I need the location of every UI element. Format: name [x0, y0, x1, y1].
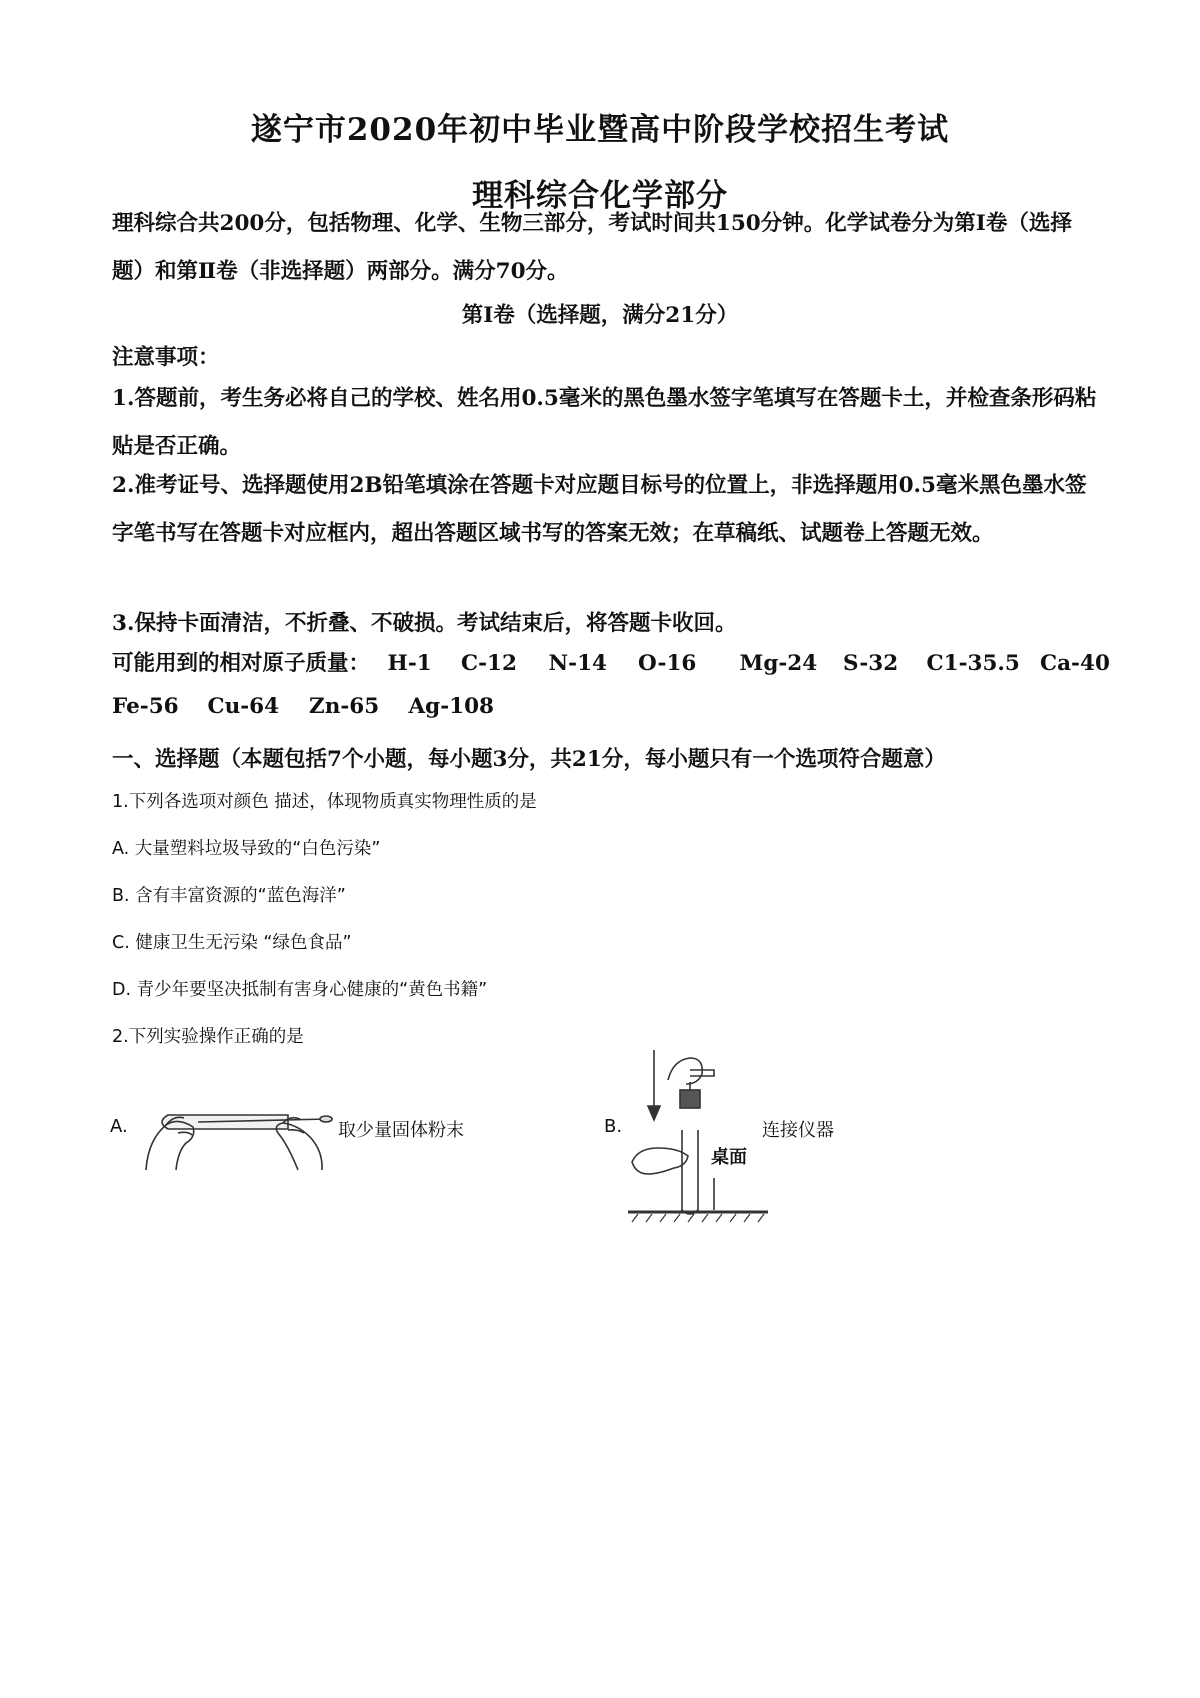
- question-2-stem: 2.下列实验操作正确的是: [112, 1027, 304, 1047]
- atomic-mass-item: C-12: [461, 651, 517, 676]
- atomic-mass-item: H-1: [387, 651, 432, 676]
- atomic-mass-item: C1-35.5: [926, 651, 1020, 676]
- atomic-mass-row-1: [112, 646, 1110, 677]
- question-1-option-a: A. 大量塑料垃圾导致的“白色污染”: [112, 839, 381, 859]
- atomic-mass-item: N-14: [548, 651, 608, 676]
- note-item-1: 1.答题前，考生务必将自己的学校、姓名用0.5毫米的黑色墨水签字笔填写在答题卡土，并检查条形码粘贴是否正确。: [112, 386, 1097, 459]
- question-1-stem: 1.下列各选项对颜色 描述，体现物质真实物理性质的是: [112, 792, 537, 812]
- atomic-mass-item: S-32: [843, 651, 899, 676]
- atomic-mass-row-2: [112, 694, 494, 719]
- section-heading: 第I卷（选择题，满分21分）: [461, 303, 739, 328]
- question-2-option-a-caption: 取少量固体粉末: [338, 1120, 464, 1141]
- notes-heading: 注意事项：: [112, 345, 220, 370]
- atomic-mass-item: Ag-108: [408, 694, 495, 719]
- question-1-option-b: B. 含有丰富资源的“蓝色海洋”: [112, 886, 346, 906]
- connect-apparatus-illustration: [628, 1040, 768, 1240]
- atomic-mass-item: Cu-64: [207, 694, 280, 719]
- atomic-mass-item: Mg-24: [739, 651, 818, 676]
- exam-subtitle: 理科综合化学部分: [472, 178, 728, 214]
- desk-surface-label: 桌面: [711, 1147, 747, 1168]
- atomic-mass-item: O-16: [638, 651, 697, 676]
- exam-title: 遂宁市2020年初中毕业暨高中阶段学校招生考试: [250, 112, 950, 148]
- note-item-3: 3.保持卡面清洁，不折叠、不破损。考试结束后，将答题卡收回。: [112, 611, 737, 636]
- question-2-option-b-caption: 连接仪器: [762, 1120, 834, 1141]
- question-1-option-d: D. 青少年要坚决抵制有害身心健康的“黄色书籍”: [112, 980, 488, 1000]
- note-item-2: 2.准考证号、选择题使用2B铅笔填涂在答题卡对应题目标号的位置上，非选择题用0.5毫米黑色墨水签字笔书写在答题卡对应框内，超出答题区域书写的答案无效；在草稿纸、试题卷上答题无效。: [112, 473, 1087, 546]
- question-2-option-b-letter: B.: [604, 1116, 623, 1137]
- test-tube-powder-illustration: [138, 1085, 338, 1175]
- atomic-mass-item: Ca-40: [1040, 651, 1110, 676]
- atomic-mass-label: 可能用到的相对原子质量：: [112, 651, 371, 676]
- question-2-option-a-letter: A.: [110, 1116, 128, 1137]
- part-one-heading: 一、选择题（本题包括7个小题，每小题3分，共21分，每小题只有一个选项符合题意）: [112, 747, 946, 772]
- atomic-mass-item: Zn-65: [309, 694, 380, 719]
- question-1-option-c: C. 健康卫生无污染 “绿色食品”: [112, 933, 352, 953]
- atomic-mass-item: Fe-56: [112, 694, 179, 719]
- intro-paragraph: 理科综合共200分，包括物理、化学、生物三部分，考试时间共150分钟。化学试卷分为第I卷（选择题）和第Ⅱ卷（非选择题）两部分。满分70分。: [112, 211, 1072, 284]
